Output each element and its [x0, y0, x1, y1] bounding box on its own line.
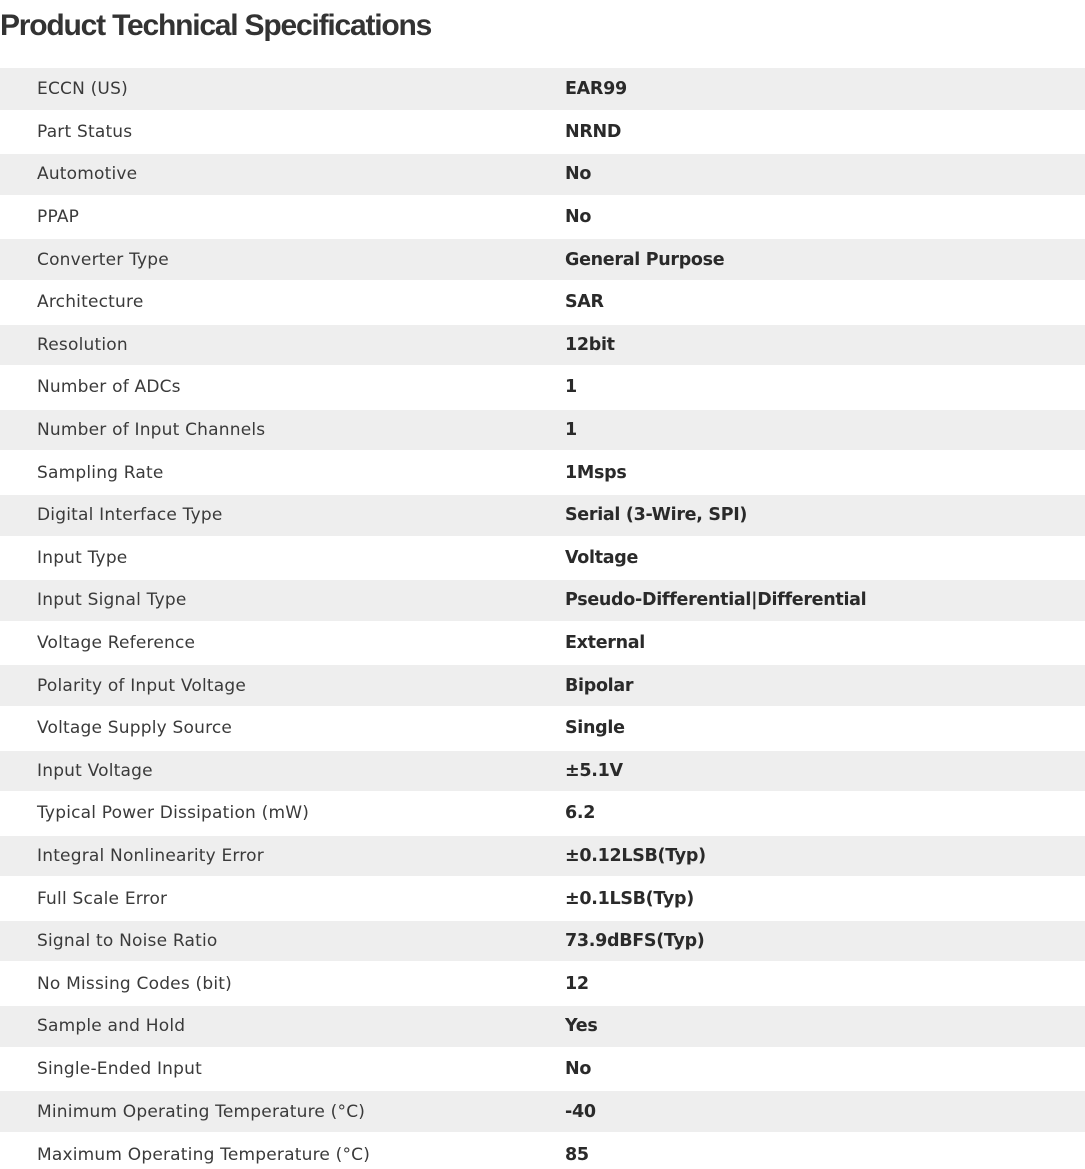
- spec-value: ±5.1V: [565, 750, 1085, 793]
- page-title: Product Technical Specifications: [0, 9, 432, 42]
- spec-value: Yes: [565, 1005, 1085, 1048]
- spec-label: Minimum Operating Temperature (°C): [0, 1090, 565, 1133]
- spec-value: 12: [565, 962, 1085, 1005]
- spec-label: Automotive: [0, 153, 565, 196]
- spec-value: 12bit: [565, 324, 1085, 367]
- spec-row: [0, 451, 1085, 494]
- spec-row: [0, 196, 1085, 239]
- spec-row: [0, 750, 1085, 793]
- spec-label: Voltage Reference: [0, 622, 565, 665]
- spec-value: 1: [565, 366, 1085, 409]
- spec-row: [0, 409, 1085, 452]
- spec-label: Architecture: [0, 281, 565, 324]
- spec-label: Digital Interface Type: [0, 494, 565, 537]
- spec-label: No Missing Codes (bit): [0, 962, 565, 1005]
- spec-value: Serial (3-Wire, SPI): [565, 494, 1085, 537]
- spec-label: Typical Power Dissipation (mW): [0, 792, 565, 835]
- spec-label: Signal to Noise Ratio: [0, 920, 565, 963]
- spec-value: EAR99: [565, 68, 1085, 111]
- spec-label: PPAP: [0, 196, 565, 239]
- spec-row: [0, 920, 1085, 963]
- spec-value: No: [565, 153, 1085, 196]
- spec-row: [0, 1133, 1085, 1169]
- spec-row: [0, 579, 1085, 622]
- spec-value: SAR: [565, 281, 1085, 324]
- spec-label: Full Scale Error: [0, 877, 565, 920]
- spec-label: Part Status: [0, 111, 565, 154]
- spec-row: [0, 622, 1085, 665]
- spec-label: Maximum Operating Temperature (°C): [0, 1133, 565, 1169]
- spec-row: [0, 707, 1085, 750]
- spec-value: Bipolar: [565, 664, 1085, 707]
- spec-value: Voltage: [565, 537, 1085, 580]
- spec-row: [0, 835, 1085, 878]
- spec-row: [0, 68, 1085, 111]
- spec-label: Sampling Rate: [0, 451, 565, 494]
- spec-value: No: [565, 196, 1085, 239]
- spec-row: [0, 494, 1085, 537]
- spec-row: [0, 537, 1085, 580]
- spec-row: [0, 111, 1085, 154]
- spec-label: Sample and Hold: [0, 1005, 565, 1048]
- spec-value: External: [565, 622, 1085, 665]
- spec-value: ±0.1LSB(Typ): [565, 877, 1085, 920]
- spec-value: Single: [565, 707, 1085, 750]
- spec-value: 1: [565, 409, 1085, 452]
- spec-row: [0, 366, 1085, 409]
- spec-row: [0, 1090, 1085, 1133]
- spec-row: [0, 1005, 1085, 1048]
- spec-value: General Purpose: [565, 238, 1085, 281]
- spec-label: Input Voltage: [0, 750, 565, 793]
- spec-value: 1Msps: [565, 451, 1085, 494]
- spec-table-body: [0, 68, 1085, 1169]
- spec-row: [0, 324, 1085, 367]
- spec-label: Voltage Supply Source: [0, 707, 565, 750]
- spec-table: [0, 68, 1085, 1169]
- spec-value: No: [565, 1048, 1085, 1091]
- spec-label: Input Type: [0, 537, 565, 580]
- spec-row: [0, 1048, 1085, 1091]
- spec-row: [0, 792, 1085, 835]
- spec-label: Resolution: [0, 324, 565, 367]
- spec-value: NRND: [565, 111, 1085, 154]
- spec-label: ECCN (US): [0, 68, 565, 111]
- spec-row: [0, 962, 1085, 1005]
- spec-value: -40: [565, 1090, 1085, 1133]
- spec-row: [0, 153, 1085, 196]
- spec-value: ±0.12LSB(Typ): [565, 835, 1085, 878]
- spec-label: Converter Type: [0, 238, 565, 281]
- spec-label: Number of ADCs: [0, 366, 565, 409]
- spec-row: [0, 664, 1085, 707]
- spec-value: 85: [565, 1133, 1085, 1169]
- spec-row: [0, 281, 1085, 324]
- spec-label: Integral Nonlinearity Error: [0, 835, 565, 878]
- spec-value: Pseudo-Differential|Differential: [565, 579, 1085, 622]
- spec-value: 73.9dBFS(Typ): [565, 920, 1085, 963]
- spec-value: 6.2: [565, 792, 1085, 835]
- spec-label: Single-Ended Input: [0, 1048, 565, 1091]
- spec-row: [0, 877, 1085, 920]
- spec-label: Polarity of Input Voltage: [0, 664, 565, 707]
- spec-row: [0, 238, 1085, 281]
- spec-label: Number of Input Channels: [0, 409, 565, 452]
- spec-label: Input Signal Type: [0, 579, 565, 622]
